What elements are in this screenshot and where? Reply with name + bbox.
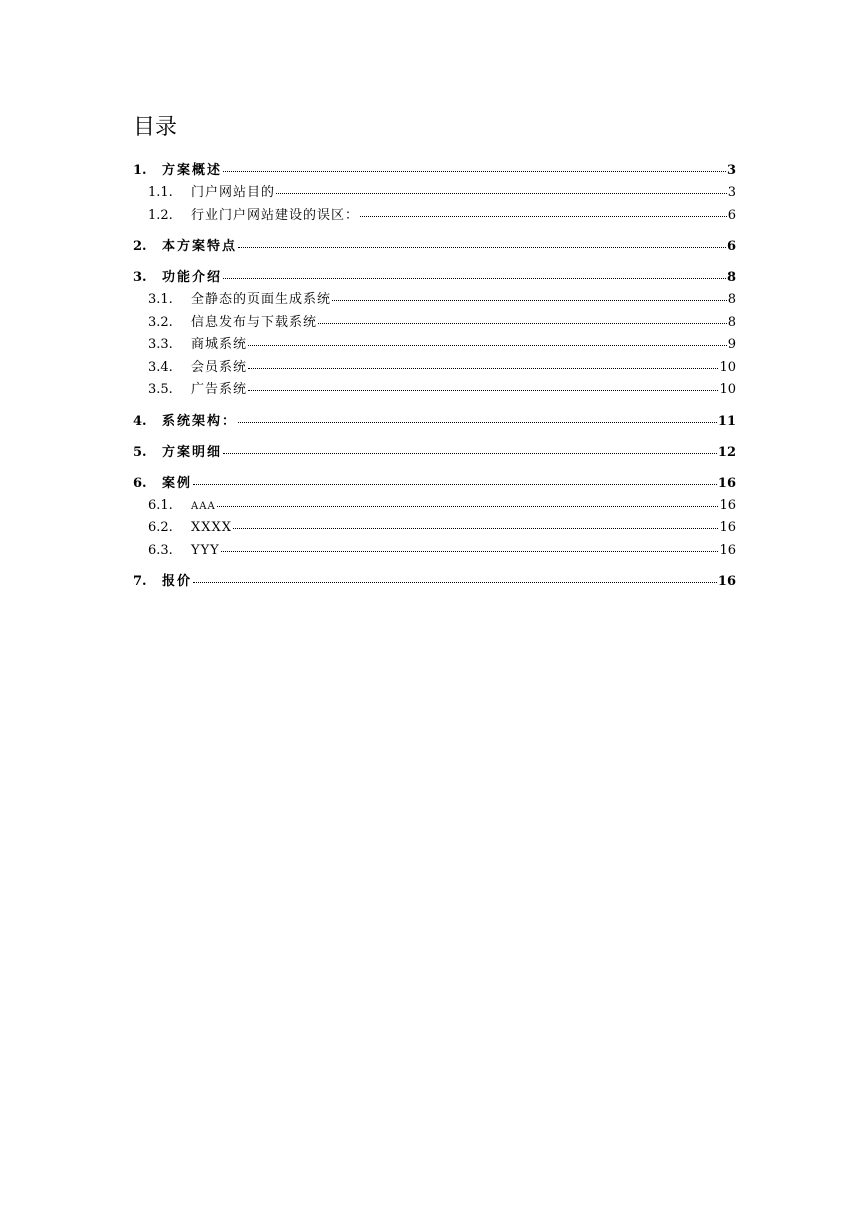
dot-leader xyxy=(276,183,727,196)
toc-entry-page: 16 xyxy=(719,497,736,513)
dot-leader xyxy=(248,335,727,348)
toc-entry-number: 3. xyxy=(133,270,147,285)
dot-leader xyxy=(238,412,717,425)
toc-entry-number: 2. xyxy=(133,239,147,254)
dot-leader xyxy=(360,206,727,219)
toc-entry-1-1[interactable] xyxy=(133,182,736,205)
toc-entry-label: 系统架构： xyxy=(162,413,238,429)
toc-entry-number: 1.1. xyxy=(148,185,173,200)
toc-entry-5[interactable] xyxy=(133,441,736,464)
toc-entry-label: 案例 xyxy=(162,475,193,491)
table-of-contents xyxy=(133,159,736,593)
toc-entry-page: 16 xyxy=(717,475,736,491)
toc-entry-7[interactable] xyxy=(133,570,736,593)
toc-entry-page: 8 xyxy=(727,314,736,330)
toc-entry-page: 6 xyxy=(727,207,736,223)
toc-entry-page: 16 xyxy=(719,520,736,535)
toc-entry-number: 3.3. xyxy=(148,337,173,352)
toc-entry-4[interactable] xyxy=(133,410,736,433)
toc-entry-6-2[interactable] xyxy=(133,517,736,540)
toc-entry-number: 6. xyxy=(133,475,147,491)
toc-entry-page: 8 xyxy=(726,270,736,285)
toc-entry-page: 16 xyxy=(719,542,736,558)
toc-entry-page: 3 xyxy=(727,185,736,200)
toc-entry-3-3[interactable] xyxy=(133,334,736,357)
toc-entry-label: 功能介绍 xyxy=(162,270,223,285)
toc-entry-label: 方案概述 xyxy=(162,163,223,178)
toc-entry-label: XXXX xyxy=(191,520,233,535)
dot-leader xyxy=(248,380,718,393)
toc-entry-page: 9 xyxy=(727,337,736,352)
toc-entry-page: 6 xyxy=(726,239,736,254)
dot-leader xyxy=(223,268,726,281)
toc-entry-number: 4. xyxy=(133,413,147,429)
dot-leader xyxy=(332,290,727,303)
toc-entry-number: 1.2. xyxy=(148,207,173,223)
dot-leader xyxy=(193,572,717,585)
toc-entry-page: 16 xyxy=(717,574,736,589)
toc-entry-page: 11 xyxy=(717,413,736,429)
toc-entry-label: 方案明细 xyxy=(162,444,223,460)
toc-entry-number: 1. xyxy=(133,163,147,178)
dot-leader xyxy=(248,358,718,371)
toc-entry-3-4[interactable] xyxy=(133,357,736,380)
toc-entry-number: 3.2. xyxy=(148,314,173,330)
dot-leader xyxy=(193,474,717,487)
toc-entry-number: 6.2. xyxy=(148,520,173,535)
toc-entry-label: 行业门户网站建设的误区： xyxy=(191,207,360,223)
toc-entry-3-2[interactable] xyxy=(133,312,736,335)
toc-entry-1-2[interactable] xyxy=(133,205,736,228)
toc-entry-label: 信息发布与下载系统 xyxy=(191,314,318,330)
toc-entry-3[interactable] xyxy=(133,266,736,289)
toc-entry-number: 6.1. xyxy=(148,497,173,513)
toc-entry-label: 商城系统 xyxy=(191,337,248,352)
toc-entry-label: 门户网站目的 xyxy=(191,185,276,200)
toc-entry-page: 3 xyxy=(726,163,736,178)
dot-leader xyxy=(221,541,719,554)
toc-entry-label: YYY xyxy=(191,542,220,558)
dot-leader xyxy=(233,518,718,531)
toc-entry-2[interactable] xyxy=(133,235,736,258)
toc-entry-page: 12 xyxy=(717,444,736,460)
dot-leader xyxy=(223,161,726,174)
toc-entry-1[interactable] xyxy=(133,159,736,182)
toc-entry-number: 3.1. xyxy=(148,292,173,307)
toc-entry-page: 8 xyxy=(727,292,736,307)
toc-entry-number: 3.5. xyxy=(148,382,173,397)
toc-entry-page: 10 xyxy=(719,382,736,397)
toc-entry-label: 全静态的页面生成系统 xyxy=(191,292,332,307)
toc-title: 目录 xyxy=(133,115,178,140)
toc-entry-6[interactable] xyxy=(133,472,736,495)
toc-entry-page: 10 xyxy=(719,359,736,375)
toc-entry-3-5[interactable] xyxy=(133,379,736,402)
toc-entry-label: 报价 xyxy=(162,574,193,589)
toc-entry-number: 3.4. xyxy=(148,359,173,375)
toc-entry-label: 本方案特点 xyxy=(162,239,238,254)
toc-entry-number: 5. xyxy=(133,444,147,460)
toc-entry-label: 广告系统 xyxy=(191,382,248,397)
dot-leader xyxy=(318,313,727,326)
dot-leader xyxy=(238,237,726,250)
dot-leader xyxy=(223,443,717,456)
toc-entry-3-1[interactable] xyxy=(133,289,736,312)
dot-leader xyxy=(217,496,719,509)
toc-entry-number: 6.3. xyxy=(148,542,173,558)
toc-entry-6-1[interactable] xyxy=(133,495,736,518)
toc-entry-label: 会员系统 xyxy=(191,359,248,375)
toc-entry-number: 7. xyxy=(133,574,147,589)
toc-entry-label: AAA xyxy=(191,500,216,512)
toc-entry-6-3[interactable] xyxy=(133,540,736,563)
